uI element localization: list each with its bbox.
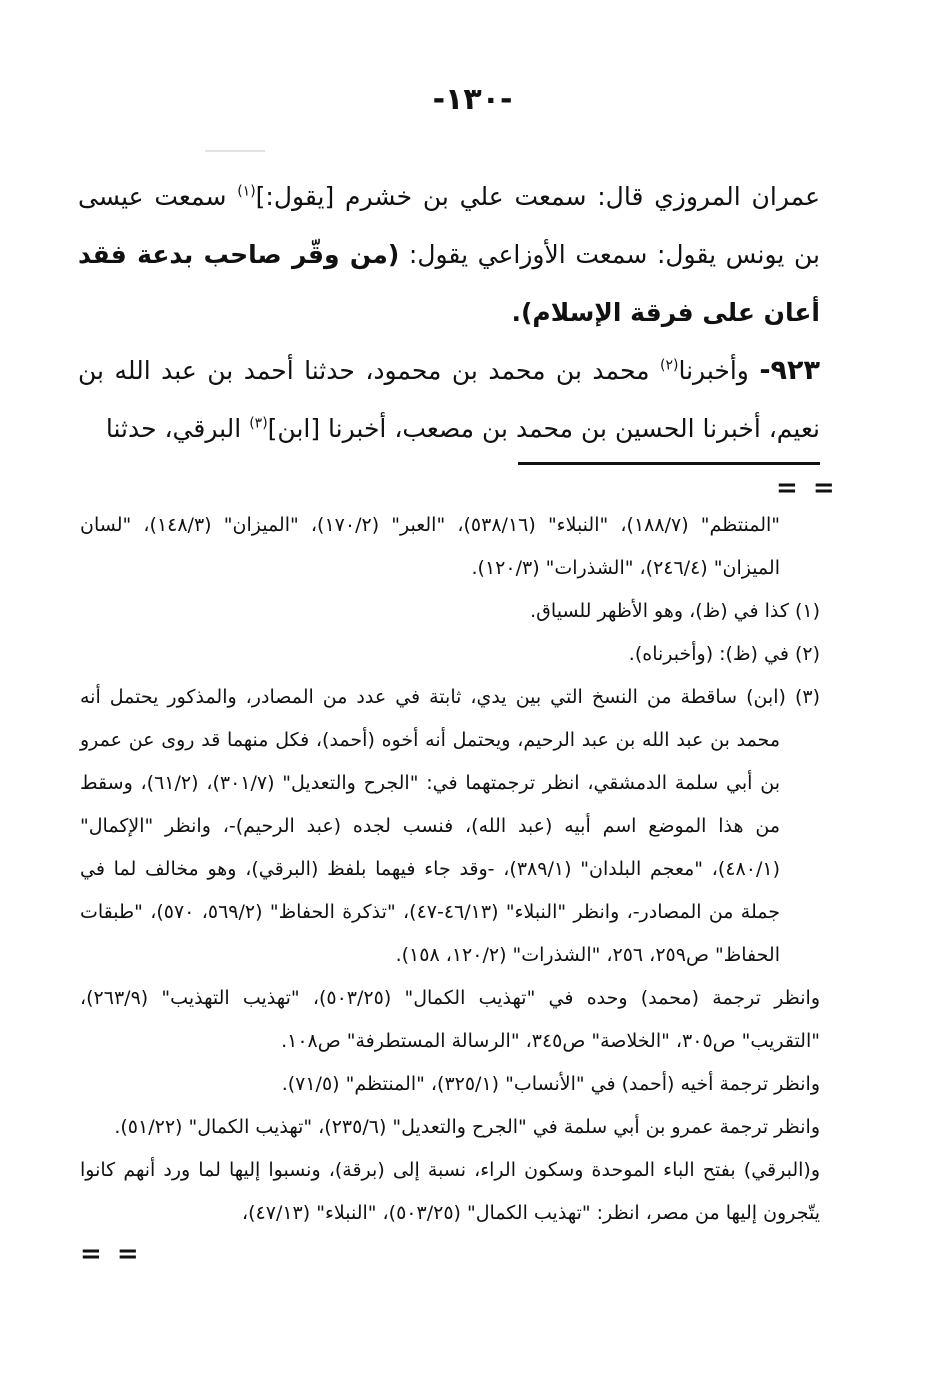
para1-text: عمران المروزي قال: سمعت علي بن خشرم [يقول:] xyxy=(255,182,820,211)
footnote-3-part-c: وانظر ترجمة أخيه (أحمد) في "الأنساب" (٣٢٥/١)، "المنتظم" (٧١/٥). xyxy=(281,1073,820,1095)
footnote-3-part-e: و(البرقي) بفتح الباء الموحدة وسكون الراء، نسبة إلى (برقة)، ونسبوا إليها لما ورد أنهم كانوا يتّجرون إليها من مصر، انظر: "تهذيب الكمال" (٥٠٣/٢٥)، "النبلاء" (٤٧/١٣)، xyxy=(80,1159,820,1224)
footnote-ref-2[interactable]: (٢) xyxy=(659,357,679,374)
footnote-2: (٢) في (ظ): (وأخبرناه). xyxy=(628,643,820,665)
footnote-separator-line xyxy=(518,462,820,465)
footnote-continuation: "المنتظم" (١٨٨/٧)، "النبلاء" (٥٣٨/١٦)، "العبر" (١٧٠/٢)، "الميزان" (١٤٨/٣)، "لسان الميزان" (٢٤٦/٤)، "الشذرات" (١٢٠/٣). xyxy=(80,514,780,579)
footnote-3-part-b: وانظر ترجمة (محمد) وحده في "تهذيب الكمال" (٥٠٣/٢٥)، "تهذيب التهذيب" (٢٦٣/٩)، "التقريب" ص٣٠٥، "الخلاصة" ص٣٤٥، "الرسالة المستطرفة" ص١٠٨. xyxy=(80,987,821,1052)
footnote-3-part-d: وانظر ترجمة عمرو بن أبي سلمة في "الجرح والتعديل" (٢٣٥/٦)، "تهذيب الكمال" (٥١/٢٢). xyxy=(114,1116,820,1138)
page-number: -١٣٠- xyxy=(432,82,513,117)
footnote-3: (٣) (ابن) ساقطة من النسخ التي بين يدي، ثابتة في عدد من المصادر، والمذكور يحتمل أنه محمد بن عبد الله بن عبد الرحيم، ويحتمل أنه أخوه (أحمد)، فكل منهما قد روى عن عمرو بن أبي سلمة الدمشقي، انظر ترجمتهما في: "الجرح والتعديل" (٣٠١/٧)، (٦١/٢)، وسقط من هذا الموضع اسم أبيه (عبد الله)، فنسب لجده (عبد الرحيم)-، وانظر "الإكمال" (٤٨٠/١)، "معجم البلدان" (٣٨٩/١)، -وقد جاء فيهما بلفظ (البرقي)، وهو مخالف لما في جملة من المصادر-، وانظر "النبلاء" (٤٦/١٣-٤٧)، "تذكرة الحفاظ" (٥٦٩/٢، ٥٧٠)، "طبقات الحفاظ" ص٢٥٩، ٢٥٦، "الشذرات" (١٢٠/٢، ١٥٨). xyxy=(80,686,820,966)
footnote-1: (١) كذا في (ظ)، وهو الأظهر للسياق. xyxy=(530,600,820,622)
footnotes-section xyxy=(80,504,820,1235)
para2-isnad: محمد بن محمد بن محمود، حدثنا أحمد بن عبد الله بن نعيم، أخبرنا الحسين بن محمد بن مصعب، أخبرنا [ابن] xyxy=(78,356,820,443)
entry-number: ٩٢٣- xyxy=(759,355,820,386)
para1-text-cont: سمعت عيسى بن يونس يقول: سمعت الأوزاعي يقول: xyxy=(78,182,821,269)
scan-artifact xyxy=(205,150,265,152)
paragraph-1 xyxy=(78,168,820,342)
para2-text: وأخبرنا xyxy=(678,356,760,385)
athar-quote: (من وقّر صاحب بدعة فقد أعان على فرقة الإسلام). xyxy=(78,240,820,327)
paragraph-2 xyxy=(78,342,820,458)
para2-text-end: البرقي، حدثنا xyxy=(105,414,250,443)
footnote-ref-1[interactable]: (١) xyxy=(237,183,256,200)
continuation-marker-top: = = xyxy=(776,473,838,503)
footnote-ref-3[interactable]: (٣) xyxy=(249,415,268,432)
continuation-marker-bottom: = = xyxy=(80,1239,142,1269)
main-text-body xyxy=(78,168,820,458)
